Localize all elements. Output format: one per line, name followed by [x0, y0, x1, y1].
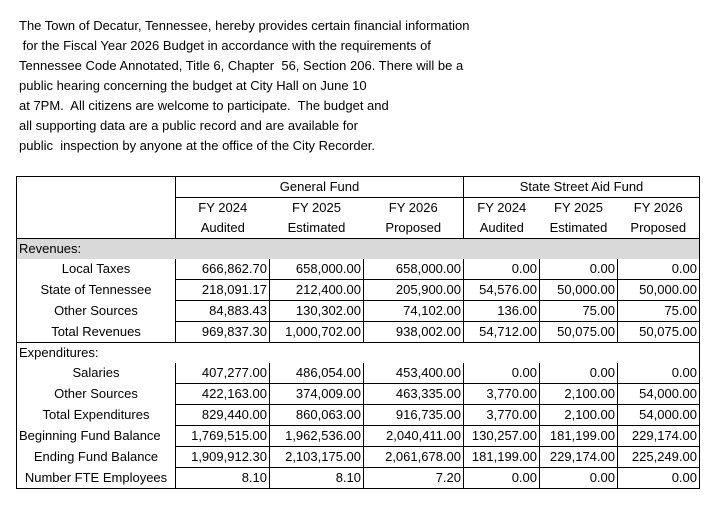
- table-row: [17, 384, 700, 405]
- value-cell: 205,900.00: [364, 280, 464, 301]
- table-row: [17, 468, 700, 489]
- value-cell: 181,199.00: [464, 447, 540, 468]
- header-blank: [17, 198, 176, 219]
- year-header-row: [17, 198, 700, 219]
- value-cell: 229,174.00: [618, 426, 700, 447]
- intro-line: public inspection by anyone at the office of the City Recorder.: [19, 138, 376, 153]
- table-row: [17, 322, 700, 343]
- value-cell: 0.00: [540, 363, 618, 384]
- section-fill: [364, 239, 464, 260]
- table-row: [17, 426, 700, 447]
- value-cell: 0.00: [618, 468, 700, 489]
- value-cell: 54,576.00: [464, 280, 540, 301]
- row-label: Total Expenditures: [17, 405, 176, 426]
- value-cell: 229,174.00: [540, 447, 618, 468]
- intro-line: The Town of Decatur, Tennessee, hereby provides certain financial information: [19, 18, 470, 33]
- table-row: [17, 280, 700, 301]
- value-cell: 1,769,515.00: [176, 426, 270, 447]
- value-cell: 463,335.00: [364, 384, 464, 405]
- value-cell: 1,962,536.00: [270, 426, 364, 447]
- intro-line: at 7PM. All citizens are welcome to participate. The budget and: [19, 98, 389, 113]
- value-cell: 212,400.00: [270, 280, 364, 301]
- value-cell: 75.00: [618, 301, 700, 322]
- fund-header-row: [17, 177, 700, 198]
- value-cell: 3,770.00: [464, 384, 540, 405]
- value-cell: 0.00: [464, 259, 540, 280]
- value-cell: 486,054.00: [270, 363, 364, 384]
- row-label: Number FTE Employees: [17, 468, 176, 489]
- general-fund-header: General Fund: [176, 177, 464, 198]
- section-fill: [176, 239, 270, 260]
- value-cell: 75.00: [540, 301, 618, 322]
- value-cell: 130,302.00: [270, 301, 364, 322]
- intro-line: all supporting data are a public record and are available for: [19, 118, 358, 133]
- value-cell: 2,103,175.00: [270, 447, 364, 468]
- value-cell: 2,040,411.00: [364, 426, 464, 447]
- section-fill: [464, 239, 540, 260]
- table-row: [17, 405, 700, 426]
- section-fill: [618, 343, 700, 364]
- value-cell: 407,277.00: [176, 363, 270, 384]
- row-label: Beginning Fund Balance: [17, 426, 176, 447]
- year-header: FY 2024: [176, 198, 270, 219]
- value-cell: 1,909,912.30: [176, 447, 270, 468]
- value-cell: 666,862.70: [176, 259, 270, 280]
- value-cell: 84,883.43: [176, 301, 270, 322]
- value-cell: 136.00: [464, 301, 540, 322]
- value-cell: 1,000,702.00: [270, 322, 364, 343]
- value-cell: 969,837.30: [176, 322, 270, 343]
- section-fill: [270, 343, 364, 364]
- section-fill: [464, 343, 540, 364]
- section-row-expenditures: [17, 343, 700, 364]
- status-header: Audited: [176, 218, 270, 239]
- budget-table: [16, 176, 700, 489]
- value-cell: 74,102.00: [364, 301, 464, 322]
- section-fill: [270, 239, 364, 260]
- value-cell: 938,002.00: [364, 322, 464, 343]
- value-cell: 453,400.00: [364, 363, 464, 384]
- value-cell: 2,100.00: [540, 384, 618, 405]
- status-header-row: [17, 218, 700, 239]
- intro-line: Tennessee Code Annotated, Title 6, Chapter 56, Section 206. There will be a: [19, 58, 464, 73]
- year-header: FY 2025: [540, 198, 618, 219]
- value-cell: 181,199.00: [540, 426, 618, 447]
- row-label: State of Tennessee: [17, 280, 176, 301]
- status-header: Audited: [464, 218, 540, 239]
- value-cell: 50,075.00: [618, 322, 700, 343]
- value-cell: 0.00: [464, 468, 540, 489]
- value-cell: 50,000.00: [540, 280, 618, 301]
- table-row: [17, 301, 700, 322]
- value-cell: 0.00: [540, 468, 618, 489]
- value-cell: 54,000.00: [618, 384, 700, 405]
- value-cell: 225,249.00: [618, 447, 700, 468]
- row-label: Other Sources: [17, 384, 176, 405]
- value-cell: 54,000.00: [618, 405, 700, 426]
- year-header: FY 2026: [618, 198, 700, 219]
- year-header: FY 2026: [364, 198, 464, 219]
- section-fill: [540, 343, 618, 364]
- table-row: [17, 447, 700, 468]
- row-label: Ending Fund Balance: [17, 447, 176, 468]
- value-cell: 8.10: [270, 468, 364, 489]
- status-header: Estimated: [287, 220, 346, 235]
- value-cell: 130,257.00: [464, 426, 540, 447]
- value-cell: 54,712.00: [464, 322, 540, 343]
- section-fill: [176, 343, 270, 364]
- value-cell: 8.10: [176, 468, 270, 489]
- value-cell: 50,000.00: [618, 280, 700, 301]
- value-cell: 422,163.00: [176, 384, 270, 405]
- section-label: Revenues:: [17, 239, 176, 260]
- row-label: Other Sources: [17, 301, 176, 322]
- value-cell: 50,075.00: [540, 322, 618, 343]
- section-fill: [540, 239, 618, 260]
- value-cell: 7.20: [364, 468, 464, 489]
- header-blank: [17, 177, 176, 198]
- section-fill: [364, 343, 464, 364]
- section-label: Expenditures:: [17, 343, 176, 364]
- value-cell: 3,770.00: [464, 405, 540, 426]
- value-cell: 218,091.17: [176, 280, 270, 301]
- intro-line: for the Fiscal Year 2026 Budget in accordance with the requirements of: [19, 38, 431, 53]
- header-blank: [17, 218, 176, 239]
- status-header: Estimated: [549, 220, 608, 235]
- section-row-revenues: [17, 239, 700, 260]
- state-street-aid-fund-header: State Street Aid Fund: [464, 177, 700, 198]
- status-header: Proposed: [618, 218, 700, 239]
- value-cell: 0.00: [618, 259, 700, 280]
- intro-line: public hearing concerning the budget at City Hall on June 10: [19, 78, 367, 93]
- value-cell: 658,000.00: [270, 259, 364, 280]
- status-header: Proposed: [385, 220, 442, 235]
- section-fill: [618, 239, 700, 260]
- value-cell: 0.00: [464, 363, 540, 384]
- value-cell: 2,100.00: [540, 405, 618, 426]
- value-cell: 0.00: [540, 259, 618, 280]
- value-cell: 860,063.00: [270, 405, 364, 426]
- year-header: FY 2024: [464, 198, 540, 219]
- value-cell: 2,061,678.00: [364, 447, 464, 468]
- value-cell: 658,000.00: [364, 259, 464, 280]
- value-cell: 0.00: [618, 363, 700, 384]
- year-header: FY 2025: [270, 198, 364, 219]
- table-row: [17, 363, 700, 384]
- table-row: [17, 259, 700, 280]
- value-cell: 374,009.00: [270, 384, 364, 405]
- value-cell: 916,735.00: [364, 405, 464, 426]
- value-cell: 829,440.00: [176, 405, 270, 426]
- row-label: Local Taxes: [17, 259, 176, 280]
- row-label: Salaries: [17, 363, 176, 384]
- row-label: Total Revenues: [17, 322, 176, 343]
- intro-paragraph: [19, 16, 539, 156]
